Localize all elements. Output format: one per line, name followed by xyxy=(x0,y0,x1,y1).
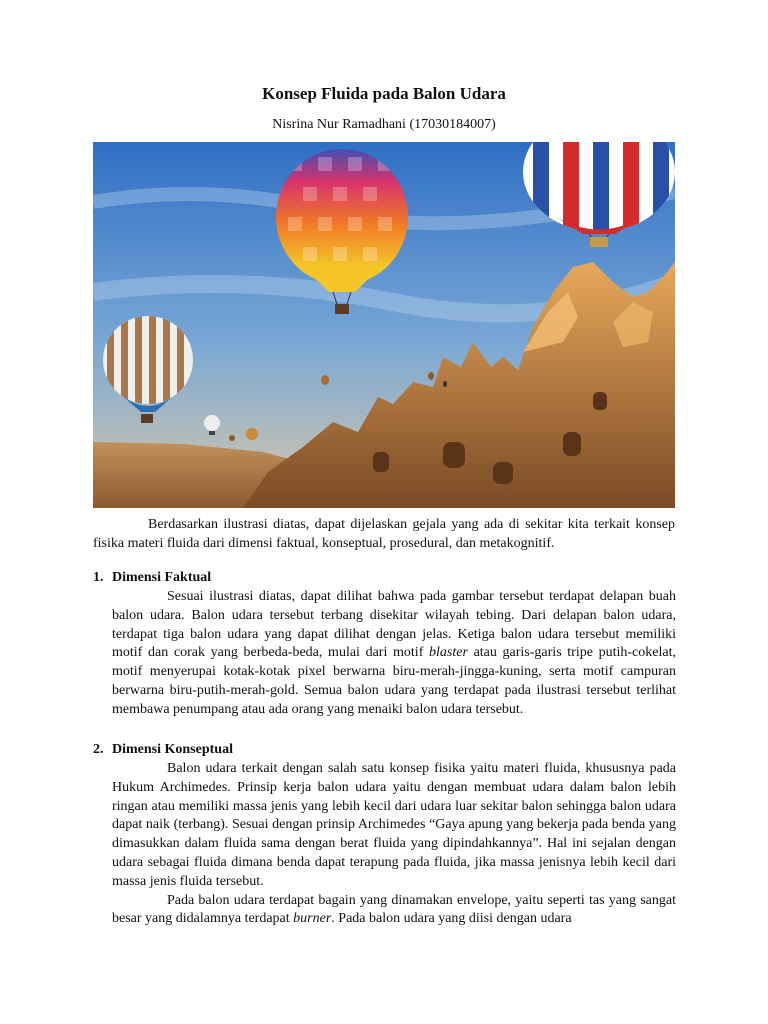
author-line: Nisrina Nur Ramadhani (17030184007) xyxy=(272,117,496,132)
text-run: Pada balon udara terdapat bagain yang dinamakan envelope, yaitu seperti tas yang sangat besar yang didalamnya terdapat xyxy=(112,892,676,927)
section-body-konseptual xyxy=(112,760,676,929)
section-heading-faktual xyxy=(93,570,211,586)
section-number: 1. xyxy=(93,570,104,585)
document-title: Konsep Fluida pada Balon Udara xyxy=(262,84,506,103)
hot-air-balloon-photo xyxy=(93,142,675,508)
text-run: . Pada balon udara yang diisi dengan udara xyxy=(331,911,572,927)
section-title: Dimensi Faktual xyxy=(112,570,212,585)
text-run: Sesuai ilustrasi diatas, dapat dilihat bahwa pada gambar tersebut terdapat delapan buah balon udara. Balon udara tersebut terbang disekitar wilayah tebing. Dari delapan balon udara, terdapat tiga balon udara yang dapat dilihat dengan jelas. Ketiga balon udara tersebut memiliki motif dan corak yang berbeda-beda, mulai dari motif xyxy=(112,589,676,661)
section-heading-konseptual xyxy=(93,742,233,758)
italic-term: burner xyxy=(293,911,332,927)
section-body-faktual xyxy=(112,588,676,720)
italic-term: blaster xyxy=(429,645,468,661)
intro-text: Berdasarkan ilustrasi diatas, dapat dijelaskan gejala yang ada di sekitar kita terkait konsep fisika materi fluida dari dimensi faktual, konseptual, prosedural, dan metakognitif. xyxy=(93,517,675,551)
paragraph xyxy=(112,892,676,930)
section-title: Dimensi Konseptual xyxy=(112,742,233,757)
paragraph: Balon udara terkait dengan salah satu konsep fisika yaitu materi fluida, khususnya pada Hukum Archimedes. Prinsip kerja balon udara yaitu dengan membuat udara dalam balon lebih ringan atau memiliki massa jenis yang lebih kecil dari udara luar sekitar balon sehingga balon udara dapat naik (terbang). Sesuai dengan prinsip Archimedes “Gaya apung yang bekerja pada benda yang dimasukkan dalam fluida sama dengan berat fluida yang dipindahkannya”. Hal ini sejalan dengan udara sebagai fluida dimana benda dapat terapung pada fluida, jika massa jenisnya lebih kecil dari massa jenis fluida tersebut. xyxy=(112,761,676,889)
text-run: atau garis-garis tripe putih-cokelat, motif menyerupai kotak-kotak pixel berwarna biru-merah-jingga-kuning, serta motif campuran berwarna biru-putih-merah-gold. Semua balon udara yang terdapat pada ilustrasi tersebut terlihat membawa penumpang atau ada orang yang menaiki balon udara tersebut. xyxy=(112,645,676,717)
section-number: 2. xyxy=(93,742,104,757)
paragraph xyxy=(112,588,676,720)
intro-paragraph xyxy=(93,515,675,553)
